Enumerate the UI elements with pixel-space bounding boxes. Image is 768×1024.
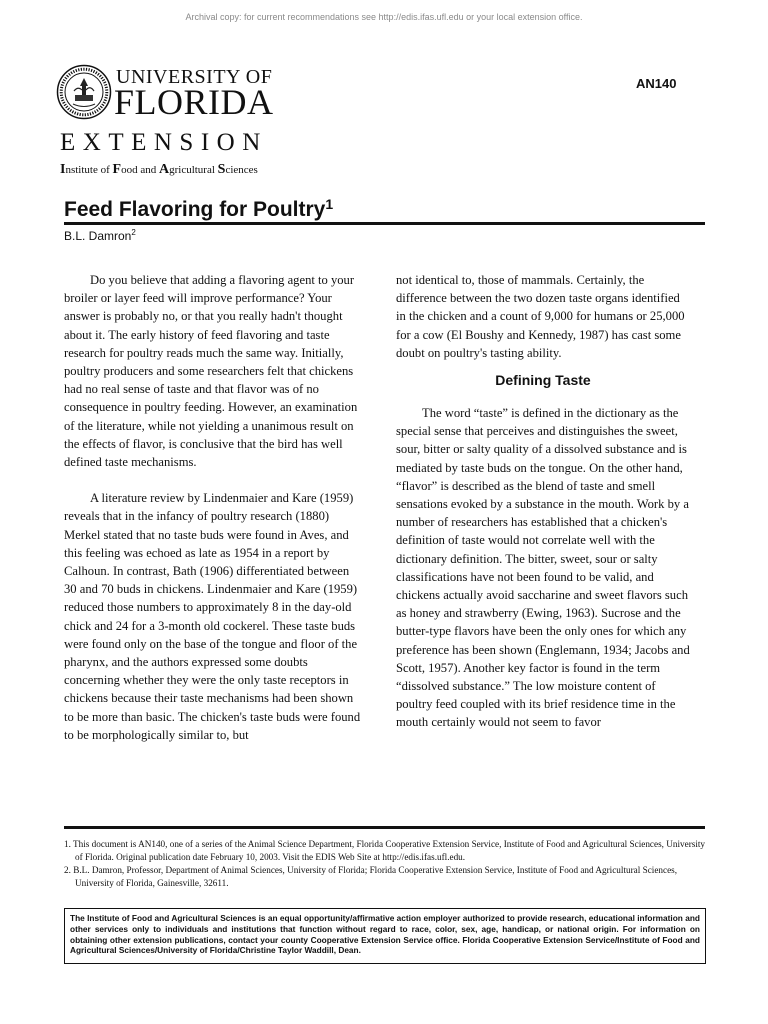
university-seal-icon (56, 64, 112, 120)
footnote: 2. B.L. Damron, Professor, Department of Animal Sciences, University of Florida; Florida Cooperative Extension Service, Institute of Food and Agricultural Sciences, University of Florida, Gainesville, 32611. (64, 865, 678, 888)
footnote: 1. This document is AN140, one of a series of the Animal Science Department, Florida Cooperative Extension Service, Institute of Food and Agricultural Sciences, University of Florida. Original publication date February 10, 2003. Visit the EDIS Web Site at http://edis.ifas.ufl.edu. (64, 839, 706, 862)
body-paragraph: A literature review by Lindenmaier and Kare (1959) reveals that in the infancy of poultry research (1880) Merkel stated that no taste buds were found in Aves, and this feeling was echoed as late as 1954 in a report by Calhoun. In contrast, Bath (1906) differentiated between 30 and 70 buds in chickens. Lindenmaier and Kare (1959) reduced those numbers to approximately 8 in the day-old chick and 24 for a 3-month old cockerel. These taste buds were found only on the base of the tongue and floor of the pharynx, and the authors expressed some doubts concerning whether they were the only taste receptors in chickens because their taste mechanisms had been shown to be more than basic. The chicken's taste buds were found to be morphologically similar to, but (64, 491, 361, 742)
body-column-left (64, 271, 364, 744)
document-number: AN140 (636, 76, 677, 91)
eeo-statement-box: The Institute of Food and Agricultural Sciences is an equal opportunity/affirmative action employer authorized to provide research, educational information and other services only to individuals and institutions that function without regard to race, color, sex, age, handicap, or national origin. For information on obtaining other extension publications, contact your county Cooperative Extension Service office. Florida Cooperative Extension Service/Institute of Food and Agricultural Sciences/University of Florida/Christine Taylor Waddill, Dean. (64, 908, 706, 964)
footnotes (64, 838, 709, 890)
archival-note: Archival copy: for current recommendations see http://edis.ifas.ufl.edu or your local extension office. (185, 12, 583, 22)
section-heading: Defining Taste (495, 372, 591, 389)
ifas-line: Institute of Food and Agricultural Sciences (60, 162, 258, 177)
body-paragraph: The word “taste” is defined in the dictionary as the special sense that perceives and distinguishes the sweet, sour, bitter or salty quality of a dissolved substance and is mediated by taste buds on the tongue. On the other hand, “flavor” is described as the blend of taste and smell sensations evoked by a substance in the mouth. Work by a number of researchers has established that a chicken's definition of taste would not correlate well with the dictionary definition. The bitter, sweet, sour or salty classifications have not been found to be valid, and chickens actually avoid saccharine and sweet flavors such as honey and strawberry (Ewing, 1963). Sucrose and the butter-type flavors have been the only ones for which any preference has been shown (Englemann, 1934; Jacobs and Scott, 1957). Another key factor is found in the term “dissolved substance.” The low moisture content of poultry feed coupled with its brief residence time in the mouth certainly would not seem to favor (396, 406, 690, 730)
footnote-rule (64, 826, 705, 829)
title-rule (64, 222, 705, 225)
title-footnote-ref: 1 (325, 196, 334, 212)
extension-wordmark: EXTENSION (60, 129, 268, 156)
body-paragraph-continuation: not identical to, those of mammals. Certainly, the difference between the two dozen taste organs identified in the chicken and a count of 9,000 for humans or 25,000 for a cow (El Boushy and Kennedy, 1987) has cast some doubt on poultry's tasting ability. (396, 273, 685, 360)
author-footnote-ref: 2 (131, 228, 136, 237)
author-line: B.L. Damron$^2$ (64, 228, 136, 243)
university-name-main: FLORIDA (114, 82, 274, 122)
university-name-top: UNIVERSITY OF (116, 66, 273, 88)
body-column-right (396, 271, 690, 732)
page-title: Feed Flavoring for Poultry$^1$ (64, 196, 334, 221)
body-paragraph: Do you believe that adding a flavoring agent to your broiler or layer feed will improve performance? Your answer is probably no, or that you really hadn't thought about it. The early history of feed flavoring and taste research for poultry reads much the same way. Initially, poultry producers and some researchers felt that chickens had no real sense of taste and that flavor was of no consequence in poultry feeding. However, an examination of the literature, while not yielding a unanimous result on the effects of flavor, is conclusive that the bird has well defined taste mechanisms. (64, 273, 358, 470)
